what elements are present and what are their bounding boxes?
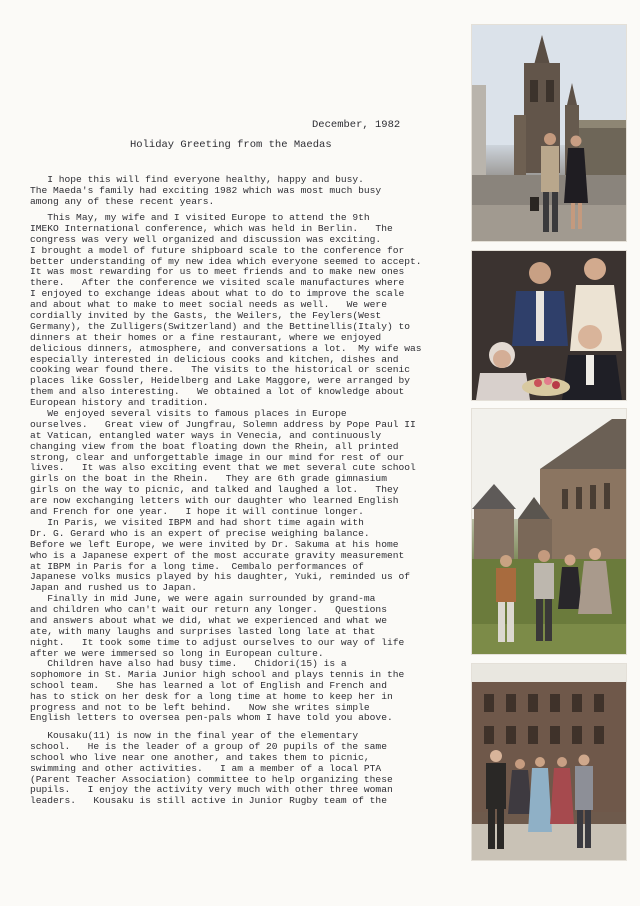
text-line: I brought a model of future shipboard scale to the conference for [30, 244, 405, 256]
letter-date: December, 1982 [312, 119, 401, 131]
text-line: The Maeda's family had exciting 1982 which was most much busy [30, 184, 382, 196]
text-line: Japan and rushed us to Japan. [30, 582, 197, 594]
text-line: better understanding of my new idea which everyone seemed to accept. [30, 255, 422, 267]
text-line: In Paris, we visited IBPM and had short time again with [30, 516, 364, 528]
text-line: I hope this will find everyone healthy, happy and busy. [30, 174, 364, 185]
text-line: dinners at their homes or a fine restaurant, where we enjoyed [30, 331, 382, 343]
text-line: school team. She has learned a lot of English and French and [30, 679, 387, 691]
text-line: IMEKO International conference, which was held in Berlin. The [30, 222, 393, 234]
letter-title: Holiday Greeting from the Maedas [130, 139, 332, 151]
text-line: Japanese volks musics played by his daughter, Yuki, reminded us of [30, 571, 410, 583]
text-line: pupils. I enjoy the activity very much with other three woman [30, 784, 393, 796]
text-line: and answers about what we did, what we experienced and what we [30, 614, 387, 626]
text-line: Before we left Europe, we were invited by Dr. Sakuma at his home [30, 538, 399, 550]
text-line: (Parent Teacher Association) committee to help organizing these [30, 773, 393, 785]
text-line: Children have also had busy time. Chidori(15) is a [30, 658, 347, 669]
text-line: cooking wear found there. The visits to the historical or scenic [30, 364, 410, 376]
text-line: who is a Japanese expert of the most accurate gravity measurement [30, 549, 405, 561]
text-line: school. He is the leader of a group of 20 pupils of the same [30, 740, 387, 752]
text-line: ate, with many laughs and surprises lasted long late at that [30, 625, 376, 637]
text-line: especially interested in delicious cooks and kitchen, dishes and [30, 353, 399, 365]
paragraph-europe-trip [30, 213, 460, 660]
text-line: are now exchanging letters with our daughter who learned English [30, 495, 399, 507]
text-line: and French for one year. I hope it will continue longer. [30, 506, 364, 518]
paragraph-kousaku [30, 731, 460, 807]
text-line: congress was very well organized and discussion was exciting. [30, 233, 382, 245]
text-line: at IBPM in Paris for a long time. Cembalo performances of [30, 560, 364, 572]
text-line: lives. It was also exciting event that we met several cute school [30, 462, 416, 474]
text-line: Finally in mid June, we were again surrounded by grand-ma [30, 593, 376, 605]
text-line: English letters to oversea pen-pals whom I have told you above. [30, 712, 393, 724]
text-line: sophomore in St. Maria Junior high school and plays tennis in the [30, 668, 405, 680]
text-line: and children who can't wait our return any longer. Questions [30, 604, 387, 616]
text-line: Dr. G. Gerard who is an expert of precise weighing balance. [30, 527, 370, 539]
text-line: It was most rewarding for us to meet friends and to make new ones [30, 266, 405, 278]
text-line: night. It took some time to adjust ourselves to our way of life [30, 636, 405, 648]
text-line: European history and tradition. [30, 397, 209, 409]
text-line: delicious dinners, atmosphere, and conversations a lot. My wife was [30, 342, 422, 354]
text-line: Kousaku(11) is now in the final year of the elementary [30, 730, 359, 741]
photo-couple-church-tower [472, 25, 626, 241]
text-line: changing view from the boat floating down the Rhein, all printed [30, 440, 399, 452]
paragraph-greeting [30, 175, 460, 208]
text-line: swimming and other activities. I am a member of a local PTA [30, 762, 382, 774]
photo-group-gothic-building [472, 409, 626, 654]
text-line: has to stick on her desk for a long time at home to keep her in [30, 690, 393, 702]
text-line: among any of these recent years. [30, 195, 215, 207]
text-line: girls on the boat in the Rhein. They are 6th grade gimnasium [30, 473, 387, 485]
text-line: places like Gossler, Heidelberg and Lake Maggore, were arranged by [30, 375, 410, 387]
text-line: strong, clear and unforgettable image in our mind for rest of our [30, 451, 405, 463]
text-line: school who live near one another, and takes them to picnic, [30, 751, 370, 763]
text-line: there. After the conference we visited scale manufactures where [30, 277, 405, 289]
paragraph-chidori [30, 659, 460, 724]
text-line: I enjoyed to exchange ideas about what to do to improve the scale [30, 288, 405, 300]
text-line: Germany), the Zulligers(Switzerland) and the Bettinellis(Italy) to [30, 320, 410, 332]
text-line: girls on the way to picnic, and talked and laughed a lot. They [30, 484, 399, 496]
text-line: cordially invited by the Gasts, the Weilers, the Feylers(West [30, 310, 382, 322]
photo-group-stone-building [472, 664, 626, 860]
text-line: them and also interesting. We obtained a lot of knowledge about [30, 386, 405, 398]
text-line: at Vatican, entangled water ways in Venecia, and continuously [30, 429, 382, 441]
photo-dinner-group [472, 251, 626, 400]
text-line: leaders. Kousaku is still active in Junior Rugby team of the [30, 795, 387, 807]
text-line: and about what to make to meet social needs as well. We were [30, 299, 387, 311]
text-line: after we were immersed so long in European culture. [30, 647, 324, 659]
text-line: ourselves. Great view of Jungfrau, Solemn address by Pope Paul II [30, 418, 416, 430]
text-line: This May, my wife and I visited Europe to attend the 9th [30, 212, 370, 223]
text-line: We enjoyed several visits to famous places in Europe [30, 408, 347, 420]
text-line: progress and not to be left behind. Now she writes simple [30, 701, 370, 713]
